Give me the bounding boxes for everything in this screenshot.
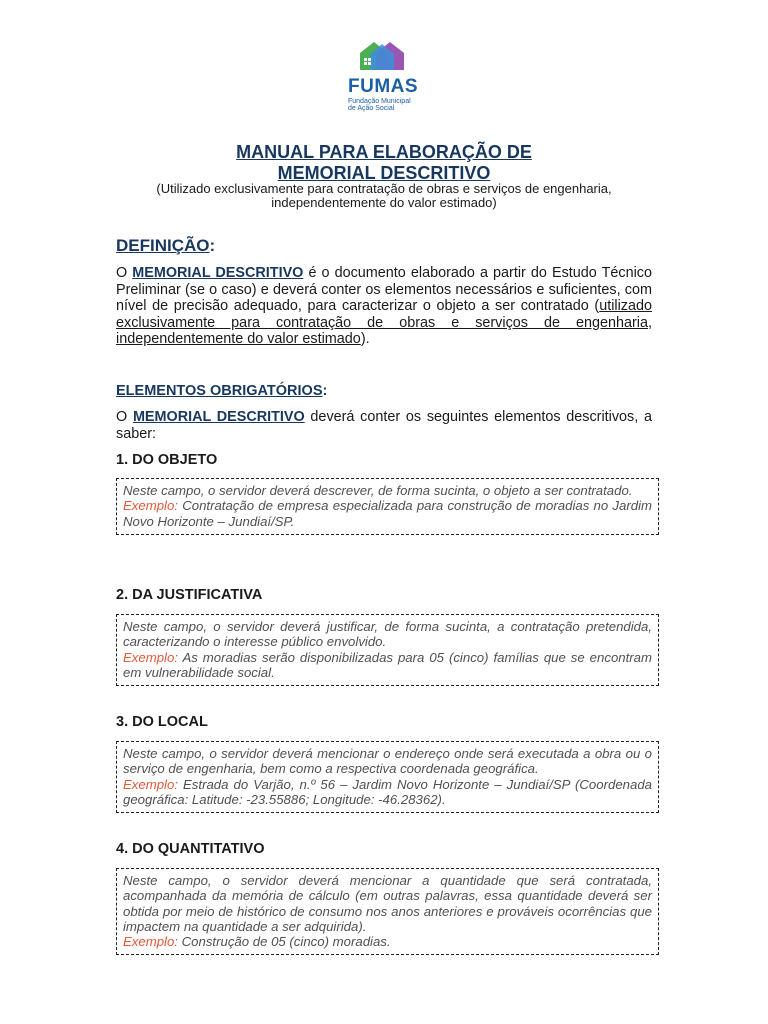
definicao-term: MEMORIAL DESCRITIVO — [132, 265, 304, 281]
document-subtitle: (Utilizado exclusivamente para contratação de obras e serviços de engenharia, independentemente do valor estimado) — [156, 181, 612, 210]
elementos-term: MEMORIAL DESCRITIVO — [132, 409, 305, 425]
elementos-heading — [116, 383, 327, 399]
example-label: Exemplo: — [123, 776, 178, 792]
elementos-colon: : — [322, 383, 328, 399]
document-title-line2: MEMORIAL DESCRITIVO — [277, 163, 491, 183]
logo-name: FUMAS — [348, 76, 419, 97]
section-instruction: Neste campo, o servidor deverá justificar, de forma sucinta, a contratação pretendida, caracterizando o interesse público envolvido. — [123, 619, 652, 650]
section-heading-quantitativo: 4. DO QUANTITATIVO — [116, 841, 265, 857]
section-box-justificativa — [116, 614, 659, 686]
document-title-line1: MANUAL PARA ELABORAÇÃO DE — [236, 142, 532, 162]
definicao-heading — [116, 236, 215, 256]
section-heading-justificativa: 2. DA JUSTIFICATIVA — [116, 587, 263, 603]
definicao-paragraph — [116, 265, 652, 348]
example-text: Contratação de empresa especializada para construção de moradias no Jardim Novo Horizonte – Jundiaí/SP. — [123, 498, 652, 529]
definicao-end: ). — [360, 331, 370, 347]
section-box-objeto — [116, 478, 659, 535]
section-heading-objeto: 1. DO OBJETO — [116, 452, 218, 468]
section-box-local — [116, 741, 659, 813]
fumas-logo — [344, 40, 424, 118]
definicao-colon: : — [209, 236, 216, 255]
elementos-o: O — [116, 409, 133, 425]
example-label: Exemplo: — [123, 934, 178, 950]
example-text: Construção de 05 (cinco) moradias. — [177, 934, 391, 950]
elementos-paragraph — [116, 409, 652, 442]
example-label: Exemplo: — [123, 649, 178, 665]
logo-subtitle: Fundação Municipal de Ação Social — [348, 98, 411, 112]
example-text: Estrada do Varjão, n.º 56 – Jardim Novo Horizonte – Jundiaí/SP (Coordenada geográfica: Latitude: -23.55886; Longitude: -46.28362). — [123, 776, 652, 807]
definicao-o: O — [116, 265, 133, 281]
definicao-text: é o documento elaborado a partir do Estudo Técnico Preliminar (se o caso) e deverá conter os elementos necessários e suficientes, com nível de precisão adequado, para caracterizar o objeto a ser contratado ( — [116, 265, 652, 314]
section-instruction: Neste campo, o servidor deverá mencionar a quantidade que será contratada, acompanhada da memória de cálculo (em outras palavras, essa quantidade deverá ser obtida por meio de histórico de consumo nos anos anteriores e prováveis ocorrências que impactem na quantidade a ser adquirida). — [123, 873, 652, 934]
section-instruction: Neste campo, o servidor deverá descrever, de forma sucinta, o objeto a ser contratado. — [123, 483, 633, 498]
section-heading-local: 3. DO LOCAL — [116, 714, 208, 730]
example-text: As moradias serão disponibilizadas para 05 (cinco) famílias que se encontram em vulnerabilidade social. — [123, 649, 652, 680]
house-logo-icon — [360, 40, 408, 72]
section-box-quantitativo — [116, 868, 659, 955]
elementos-heading-text: ELEMENTOS OBRIGATÓRIOS — [116, 383, 323, 399]
section-instruction: Neste campo, o servidor deverá mencionar o endereço onde será executada a obra ou o serviço de engenharia, bem como a respectiva coordenada geográfica. — [123, 746, 652, 777]
example-label: Exemplo: — [123, 498, 178, 514]
definicao-heading-text: DEFINIÇÃO — [116, 236, 210, 255]
definicao-underlined-text: utilizado exclusivamente para contratação de obras e serviços de engenharia, independentemente do valor estimado — [116, 298, 652, 347]
elementos-text: deverá conter os seguintes elementos descritivos, a saber: — [116, 409, 652, 442]
